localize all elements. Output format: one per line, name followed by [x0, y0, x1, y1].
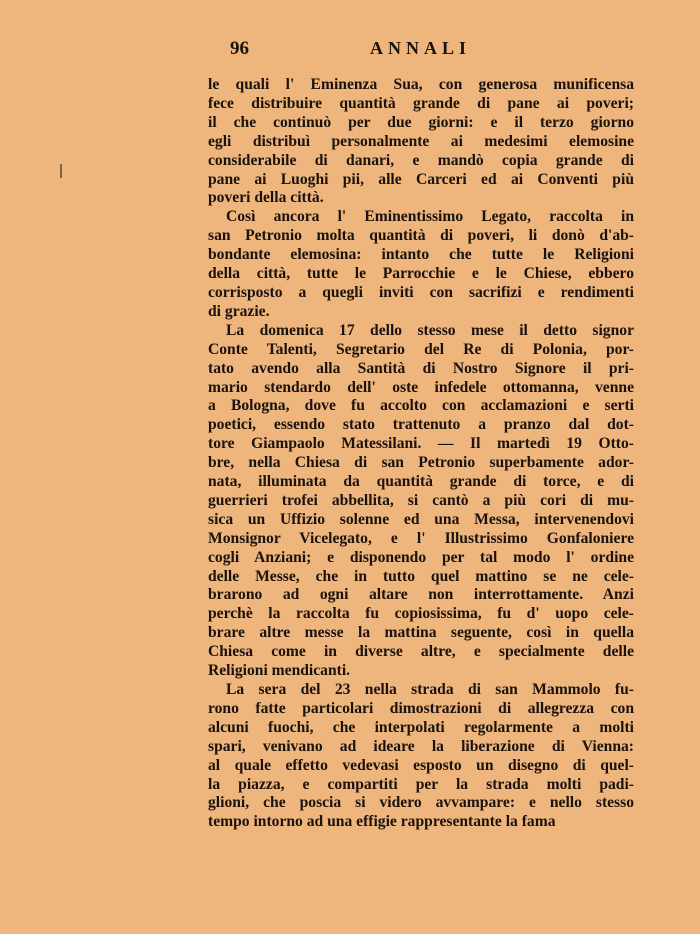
- text-line: poetici, essendo stato trattenuto a pranzo dal dot-: [208, 416, 634, 434]
- text-line: guerrieri trofei abbellita, si cantò a più cori di mu-: [208, 491, 634, 509]
- text-line: la piazza, e compartiti per la strada molti padi-: [208, 775, 634, 793]
- text-line: egli distribuì personalmente ai medesimi elemosine: [208, 132, 634, 150]
- text-line: La sera del 23 nella strada di san Mammolo fu-: [226, 681, 634, 698]
- text-line: rono fatte particolari dimostrazioni di allegrezza con: [208, 699, 634, 717]
- text-line: sica un Uffizio solenne ed una Messa, intervenendovi: [208, 510, 634, 528]
- text-line: le quali l' Eminenza Sua, con generosa munificensa: [208, 76, 634, 93]
- page-header: [212, 38, 632, 64]
- text-line: di grazie.: [208, 302, 270, 320]
- body-text: [208, 76, 634, 832]
- text-line: Così ancora l' Eminentissimo Legato, raccolta in: [226, 208, 634, 226]
- text-line: cogli Anziani; e disponendo per tal modo l' ordine: [208, 548, 634, 566]
- text-line: glioni, che poscia si videro avvampare: e nello stesso: [208, 794, 634, 812]
- text-line: della città, tutte le Parrocchie e le Chiese, ebbero: [208, 265, 634, 283]
- paragraph: [208, 681, 634, 832]
- text-line: Monsignor Vicelegato, e l' Illustrissimo Gonfaloniere: [208, 529, 634, 547]
- text-line: spari, venivano ad ideare la liberazione di Vienna:: [208, 737, 634, 755]
- paragraph: [208, 76, 634, 208]
- text-line: considerabile di danari, e mandò copia grande di: [208, 151, 634, 169]
- text-line: tato avendo alla Santità di Nostro Signore il pri-: [208, 359, 634, 377]
- page-number: 96: [230, 38, 249, 59]
- text-line: bre, nella Chiesa di san Petronio superbamente ador-: [208, 454, 634, 472]
- text-line: pane ai Luoghi pii, alle Carceri ed ai Conventi più: [208, 170, 634, 188]
- paragraph: [208, 322, 634, 681]
- paragraph: [208, 208, 634, 321]
- text-line: mario stendardo dell' oste infedele ottomanna, venne: [208, 378, 634, 396]
- text-line: bondante elemosina: intanto che tutte le Religioni: [208, 246, 634, 264]
- text-line: Conte Talenti, Segretario del Re di Polonia, por-: [208, 340, 634, 358]
- text-line: tore Giampaolo Matessilani. — Il martedì 19 Otto-: [208, 435, 634, 453]
- running-head: ANNALI: [370, 38, 472, 58]
- text-line: san Petronio molta quantità di poveri, li donò d'ab-: [208, 227, 634, 245]
- text-line: brarono ad ogni altare non interrottamente. Anzi: [208, 586, 634, 604]
- text-line: Religioni mendicanti.: [208, 662, 351, 680]
- text-line: fece distribuire quantità grande di pane ai poveri;: [208, 94, 634, 112]
- text-line: corrisposto a quegli inviti con sacrifizi e rendimenti: [208, 283, 634, 301]
- text-line: a Bologna, dove fu accolto con acclamazioni e serti: [208, 397, 634, 415]
- margin-mark: [60, 164, 62, 178]
- text-line: il che continuò per due giorni: e il terzo giorno: [208, 113, 634, 131]
- text-line: delle Messe, che in tutto quel mattino se ne cele-: [208, 567, 634, 585]
- text-line: brare altre messe la mattina seguente, così in quella: [208, 624, 634, 642]
- text-line: perchè la raccolta fu copiosissima, fu d' uopo cele-: [208, 605, 634, 623]
- text-line: alcuni fuochi, che interpolati regolarmente a molti: [208, 718, 634, 736]
- text-line: al quale effetto vedevasi esposto un disegno di quel-: [208, 756, 634, 774]
- text-line: poveri della città.: [208, 189, 324, 207]
- text-line: tempo intorno ad una effigie rappresentante la fama: [208, 813, 556, 831]
- text-line: Chiesa come in diverse altre, e specialmente delle: [208, 643, 634, 661]
- text-line: nata, illuminata da quantità grande di torce, e di: [208, 473, 634, 491]
- text-line: La domenica 17 dello stesso mese il detto signor: [226, 321, 634, 339]
